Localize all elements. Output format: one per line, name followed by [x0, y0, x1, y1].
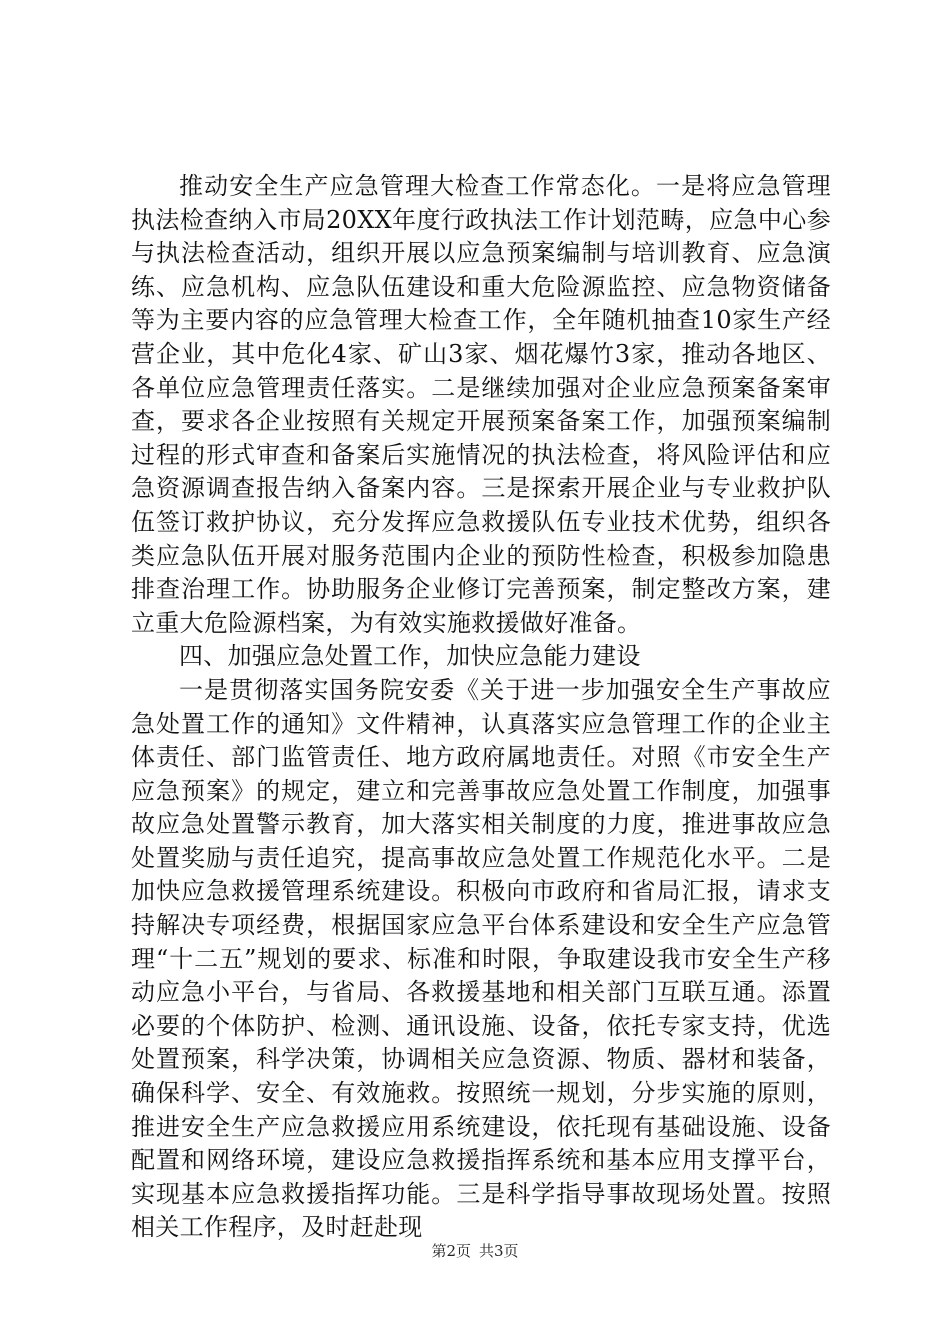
paragraph-emergency-response: 一是贯彻落实国务院安委《关于进一步加强安全生产事故应急处置工作的通知》文件精神，认真落实应急管理工作的企业主体责任、部门监管责任、地方政府属地责任。对照《市安全生产应急预案》的规定，建立和完善事故应急处置工作制度，加强事故应急处置警示教育，加大落实相关制度的力度，推进事故应急处置奖励与责任追究，提高事故应急处置工作规范化水平。二是加快应急救援管理系统建设。积极向市政府和省局汇报，请求支持解决专项经费，根据国家应急平台体系建设和安全生产应急管理“十二五”规划的要求、标准和时限，争取建设我市安全生产移动应急小平台，与省局、各救援基地和相关部门互联互通。添置必要的个体防护、检测、通讯设施、设备，依托专家支持，优选处置预案，科学决策，协调相关应急资源、物质、器材和装备，确保科学、安全、有效施救。按照统一规划，分步实施的原则，推进安全生产应急救援应用系统建设，依托现有基础设施、设备配置和网络环境，建设应急救援指挥系统和基本应用支撑平台，实现基本应急救援指挥功能。三是科学指导事故现场处置。按照相关工作程序，及时赶赴现 [131, 675, 831, 1242]
page-total: 共3页 [479, 1242, 519, 1260]
paragraph-inspection: 推动安全生产应急管理大检查工作常态化。一是将应急管理执法检查纳入市局20XX年度行政执法工作计划范畴，应急中心参与执法检查活动，组织开展以应急预案编制与培训教育、应急演练、应急机构、应急队伍建设和重大危险源监控、应急物资储备等为主要内容的应急管理大检查工作，全年随机抽查10家生产经营企业，其中危化4家、矿山3家、烟花爆竹3家，推动各地区、各单位应急管理责任落实。二是继续加强对企业应急预案备案审查，要求各企业按照有关规定开展预案备案工作，加强预案编制过程的形式审查和备案后实施情况的执法检查，将风险评估和应急资源调查报告纳入备案内容。三是探索开展企业与专业救护队伍签订救护协议，充分发挥应急救援队伍专业技术优势，组织各类应急队伍开展对服务范围内企业的预防性检查，积极参加隐患排查治理工作。协助服务企业修订完善预案，制定整改方案，建立重大危险源档案，为有效实施救援做好准备。 [131, 172, 831, 637]
page-footer [0, 1240, 950, 1261]
section-heading: 四、加强应急处置工作，加快应急能力建设 [179, 642, 641, 671]
document-body [131, 170, 831, 1245]
page-number: 第2页 [431, 1242, 471, 1260]
